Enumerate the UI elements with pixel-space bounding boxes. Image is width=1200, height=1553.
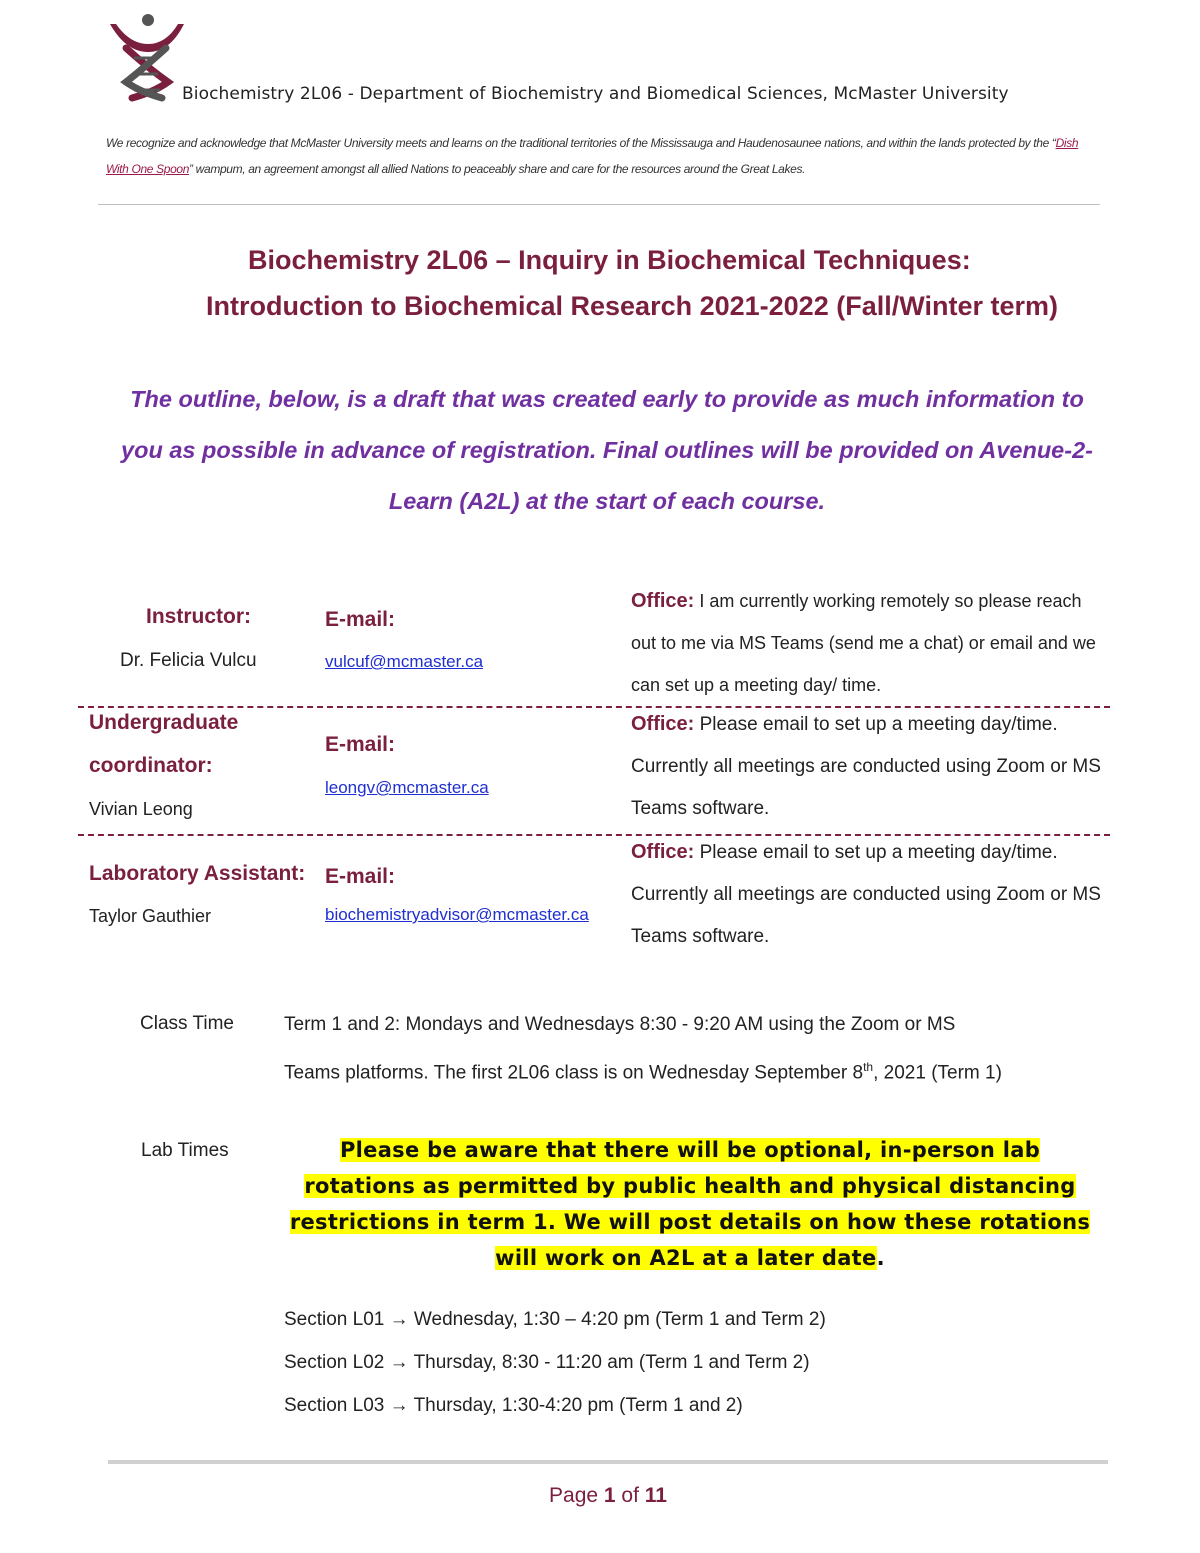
lab-section-l01: Section L01 → Wednesday, 1:30 – 4:20 pm (Term 1 and Term 2) (284, 1309, 826, 1330)
coordinator-name: Vivian Leong (89, 799, 193, 819)
instructor-office: Office: I am currently working remotely so please reach out to me via MS Teams (send me a chat) or email and we can set up a meeting day/ time. (631, 590, 1096, 695)
lab-assistant-name: Taylor Gauthier (89, 906, 212, 926)
coordinator-label-line1: Undergraduate (89, 711, 239, 734)
class-time-label: Class Time (140, 1013, 234, 1034)
coordinator-email-label: E-mail: (325, 733, 396, 756)
instructor-email-label: E-mail: (325, 608, 396, 631)
lab-rotation-notice: Please be aware that there will be optional, in-person lab rotations as permitted by public health and physical distancing restrictions in term 1. We will post details on how these rotations will work on A2L at a later date. (289, 1138, 1091, 1270)
instructor-label: Instructor: (146, 605, 251, 628)
land-acknowledgement: We recognize and acknowledge that McMaster University meets and learns on the traditional territories of the Mississauga and Haudenosaunee nations, and within the lands protected by the “Dish With One Spoon” wampum, an agreement amongst all allied Nations to peaceably share and care for the resources around the Great Lakes. (106, 136, 1079, 176)
coordinator-office: Office: Please email to set up a meeting day/time. Currently all meetings are conducted using Zoom or MS Teams software. (631, 713, 1101, 819)
lab-assistant-email-link[interactable]: biochemistryadvisor@mcmaster.ca (325, 905, 589, 924)
instructor-email-link[interactable]: vulcuf@mcmaster.ca (325, 652, 484, 671)
header-title: Biochemistry 2L06 - Department of Biochemistry and Biomedical Sciences, McMaster University (182, 84, 1009, 104)
footer-divider (108, 1460, 1108, 1464)
page-number: Page 1 of 11 (549, 1484, 667, 1507)
course-title-line1: Biochemistry 2L06 – Inquiry in Biochemical Techniques: (248, 245, 971, 275)
lab-section-l03: Section L03 → Thursday, 1:30-4:20 pm (Term 1 and 2) (284, 1395, 743, 1416)
dish-with-one-spoon-link[interactable]: Dish With One Spoon (106, 136, 1079, 176)
instructor-name: Dr. Felicia Vulcu (120, 650, 257, 671)
draft-notice: The outline, below, is a draft that was created early to provide as much information to you as possible in advance of registration. Final outlines will be provided on Avenue-2-Learn (A2L) at the start of each course. (121, 386, 1093, 514)
lab-times-label: Lab Times (141, 1140, 229, 1161)
header-divider (98, 204, 1100, 205)
coordinator-label-line2: coordinator: (89, 754, 213, 777)
department-logo (104, 12, 188, 104)
lab-assistant-label: Laboratory Assistant: (89, 862, 306, 885)
lab-assistant-office: Office: Please email to set up a meeting day/time. Currently all meetings are conducted using Zoom or MS Teams software. (631, 841, 1101, 947)
coordinator-email-link[interactable]: leongv@mcmaster.ca (325, 778, 489, 797)
class-time-details: Term 1 and 2: Mondays and Wednesdays 8:30 - 9:20 AM using the Zoom or MS Teams platforms. The first 2L06 class is on Wednesday September 8th, 2021 (Term 1) (284, 1014, 1002, 1084)
course-title-line2: Introduction to Biochemical Research 2021-2022 (Fall/Winter term) (206, 291, 1058, 321)
lab-section-l02: Section L02 → Thursday, 8:30 - 11:20 am (Term 1 and Term 2) (284, 1352, 810, 1373)
lab-assistant-email-label: E-mail: (325, 865, 396, 888)
